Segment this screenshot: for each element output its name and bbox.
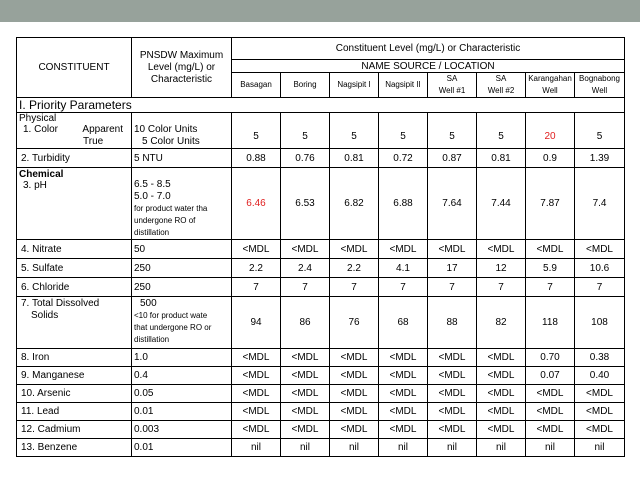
value-cell: 0.81: [477, 149, 526, 168]
value-cell: <MDL: [330, 367, 379, 385]
pnsdw-limit: 500 <10 for product wate that undergone RO or distillation: [132, 297, 232, 349]
constituent-name: 2. Turbidity: [17, 149, 132, 168]
constituent-name: 9. Manganese: [17, 367, 132, 385]
value-cell: 5: [281, 124, 330, 149]
value-cell: 1.39: [575, 149, 625, 168]
location-header: Nagsipit II: [379, 73, 428, 98]
value-cell: <MDL: [330, 385, 379, 403]
table-row-ph: [17, 168, 625, 240]
value-cell: 7.4: [575, 168, 625, 240]
constituent-header: CONSTITUENT: [17, 38, 132, 98]
value-cell: 5: [232, 124, 281, 149]
value-cell: 86: [281, 297, 330, 349]
value-cell: <MDL: [281, 403, 330, 421]
value-cell: 0.81: [330, 149, 379, 168]
value-cell: 68: [379, 297, 428, 349]
value-cell: 0.70: [526, 349, 575, 367]
value-cell: 7: [477, 278, 526, 297]
value-cell: 5.9: [526, 259, 575, 278]
value-cell: nil: [232, 439, 281, 457]
value-cell: <MDL: [428, 403, 477, 421]
location-header: Boring: [281, 73, 330, 98]
pnsdw-limit: 10 Color Units 5 Color Units: [132, 124, 232, 149]
pnsdw-limit: 1.0: [132, 349, 232, 367]
constituent-name: 7. Total Dissolved Solids: [17, 297, 132, 349]
value-cell: 7: [330, 278, 379, 297]
pnsdw-header-line: Characteristic: [150, 73, 213, 85]
top-bar: [0, 0, 640, 22]
value-cell: <MDL: [575, 385, 625, 403]
constituent-name: 13. Benzene: [17, 439, 132, 457]
value-cell: 2.2: [330, 259, 379, 278]
pnsdw-header: [132, 38, 232, 98]
value-cell: 7: [232, 278, 281, 297]
value-cell: 7: [281, 278, 330, 297]
value-cell: nil: [379, 439, 428, 457]
value-cell: 7: [526, 278, 575, 297]
value-cell-exceed: 20: [526, 124, 575, 149]
value-cell: 7.87: [526, 168, 575, 240]
table-row-sulfate: [17, 259, 625, 278]
value-cell: 108: [575, 297, 625, 349]
value-cell: 5: [330, 124, 379, 149]
value-cell: 0.72: [379, 149, 428, 168]
value-cell: <MDL: [330, 403, 379, 421]
location-header: Basagan: [232, 73, 281, 98]
value-cell: 2.4: [281, 259, 330, 278]
pnsdw-limit: 5 NTU: [132, 149, 232, 168]
pnsdw-limit: 0.01: [132, 403, 232, 421]
value-cell: <MDL: [330, 421, 379, 439]
value-cell: 10.6: [575, 259, 625, 278]
location-header: Karangahan Well: [526, 73, 575, 98]
value-cell: <MDL: [281, 385, 330, 403]
table-row-manganese: [17, 367, 625, 385]
value-cell: <MDL: [232, 403, 281, 421]
table-row-tds: [17, 297, 625, 349]
constituent-name: 5. Sulfate: [17, 259, 132, 278]
value-cell: <MDL: [281, 349, 330, 367]
table-row-nitrate: [17, 240, 625, 259]
value-cell: 2.2: [232, 259, 281, 278]
value-cell: <MDL: [428, 240, 477, 259]
value-cell: 0.40: [575, 367, 625, 385]
value-cell: 0.88: [232, 149, 281, 168]
value-cell: 5: [379, 124, 428, 149]
value-cell: <MDL: [379, 240, 428, 259]
value-cell: 7: [379, 278, 428, 297]
value-cell: 12: [477, 259, 526, 278]
table-row-cadmium: [17, 421, 625, 439]
location-header: SA Well #1: [428, 73, 477, 98]
pnsdw-limit: 50: [132, 240, 232, 259]
value-cell: 94: [232, 297, 281, 349]
value-cell: <MDL: [526, 403, 575, 421]
value-cell: <MDL: [477, 385, 526, 403]
value-cell: 7: [428, 278, 477, 297]
value-cell: 7.64: [428, 168, 477, 240]
location-header: Bognabong Well: [575, 73, 625, 98]
value-cell: <MDL: [379, 349, 428, 367]
value-cell: <MDL: [477, 367, 526, 385]
table-row-arsenic: [17, 385, 625, 403]
value-cell: 76: [330, 297, 379, 349]
pnsdw-limit: 0.4: [132, 367, 232, 385]
value-cell: 6.82: [330, 168, 379, 240]
value-cell: <MDL: [526, 421, 575, 439]
table-row-chloride: [17, 278, 625, 297]
value-cell: nil: [526, 439, 575, 457]
value-cell: 0.76: [281, 149, 330, 168]
constituent-name: 11. Lead: [17, 403, 132, 421]
value-cell-exceed: 6.46: [232, 168, 281, 240]
constituent-name: 8. Iron: [17, 349, 132, 367]
value-cell: 0.38: [575, 349, 625, 367]
value-cell: <MDL: [232, 240, 281, 259]
value-cell: <MDL: [477, 421, 526, 439]
value-cell: <MDL: [379, 421, 428, 439]
location-header: Nagsipit I: [330, 73, 379, 98]
value-cell: <MDL: [575, 240, 625, 259]
table-row-benzene: [17, 439, 625, 457]
value-cell: <MDL: [477, 403, 526, 421]
value-cell: <MDL: [281, 367, 330, 385]
value-cell: 82: [477, 297, 526, 349]
value-cell: 0.07: [526, 367, 575, 385]
pnsdw-limit: 0.01: [132, 439, 232, 457]
value-cell: <MDL: [526, 385, 575, 403]
section-title: I. Priority Parameters: [17, 98, 625, 113]
value-cell: nil: [428, 439, 477, 457]
pnsdw-limit: 250: [132, 259, 232, 278]
value-cell: nil: [330, 439, 379, 457]
constituent-name: 6. Chloride: [17, 278, 132, 297]
pnsdw-limit: 0.05: [132, 385, 232, 403]
value-cell: <MDL: [232, 385, 281, 403]
value-cell: 5: [477, 124, 526, 149]
value-cell: <MDL: [428, 385, 477, 403]
value-cell: <MDL: [281, 421, 330, 439]
constituent-name: 1. Color Apparent True: [17, 124, 132, 149]
constituent-name: 10. Arsenic: [17, 385, 132, 403]
water-quality-table: [16, 37, 625, 457]
pnsdw-limit: 250: [132, 278, 232, 297]
chemical-label: Chemical: [19, 169, 64, 180]
value-cell: 4.1: [379, 259, 428, 278]
value-cell: 6.88: [379, 168, 428, 240]
value-cell: 5: [428, 124, 477, 149]
constituent-name: 12. Cadmium: [17, 421, 132, 439]
table-row-lead: [17, 403, 625, 421]
value-cell: <MDL: [379, 385, 428, 403]
value-cell: 88: [428, 297, 477, 349]
physical-label: Physical: [17, 113, 132, 125]
value-cell: <MDL: [526, 240, 575, 259]
value-cell: 7.44: [477, 168, 526, 240]
location-header: SA Well #2: [477, 73, 526, 98]
pnsdw-header-line: PNSDW Maximum: [139, 49, 224, 61]
value-cell: <MDL: [477, 240, 526, 259]
value-cell: <MDL: [281, 240, 330, 259]
constituent-name: 4. Nitrate: [17, 240, 132, 259]
table-row-turbidity: [17, 149, 625, 168]
value-cell: <MDL: [379, 403, 428, 421]
table-row-color: [17, 124, 625, 149]
value-cell: 5: [575, 124, 625, 149]
name-source-header: NAME SOURCE / LOCATION: [232, 60, 625, 73]
pnsdw-header-line: Level (mg/L) or: [147, 61, 216, 73]
value-cell: nil: [575, 439, 625, 457]
value-cell: 17: [428, 259, 477, 278]
value-cell: <MDL: [330, 349, 379, 367]
table-row-iron: [17, 349, 625, 367]
value-cell: <MDL: [232, 349, 281, 367]
value-cell: <MDL: [379, 367, 428, 385]
value-cell: 6.53: [281, 168, 330, 240]
value-cell: <MDL: [575, 403, 625, 421]
value-cell: <MDL: [477, 349, 526, 367]
pnsdw-limit: 6.5 - 8.5 5.0 - 7.0 for product water tha undergone RO of distillation: [132, 168, 232, 240]
value-cell: <MDL: [428, 349, 477, 367]
value-cell: <MDL: [428, 421, 477, 439]
pnsdw-limit: 0.003: [132, 421, 232, 439]
value-cell: <MDL: [232, 367, 281, 385]
level-title: Constituent Level (mg/L) or Characteristic: [232, 38, 625, 60]
constituent-name: Chemical 3. pH: [17, 168, 132, 240]
value-cell: 118: [526, 297, 575, 349]
value-cell: <MDL: [575, 421, 625, 439]
value-cell: <MDL: [428, 367, 477, 385]
value-cell: 0.9: [526, 149, 575, 168]
value-cell: <MDL: [330, 240, 379, 259]
value-cell: nil: [281, 439, 330, 457]
value-cell: nil: [477, 439, 526, 457]
value-cell: 0.87: [428, 149, 477, 168]
value-cell: 7: [575, 278, 625, 297]
value-cell: <MDL: [232, 421, 281, 439]
